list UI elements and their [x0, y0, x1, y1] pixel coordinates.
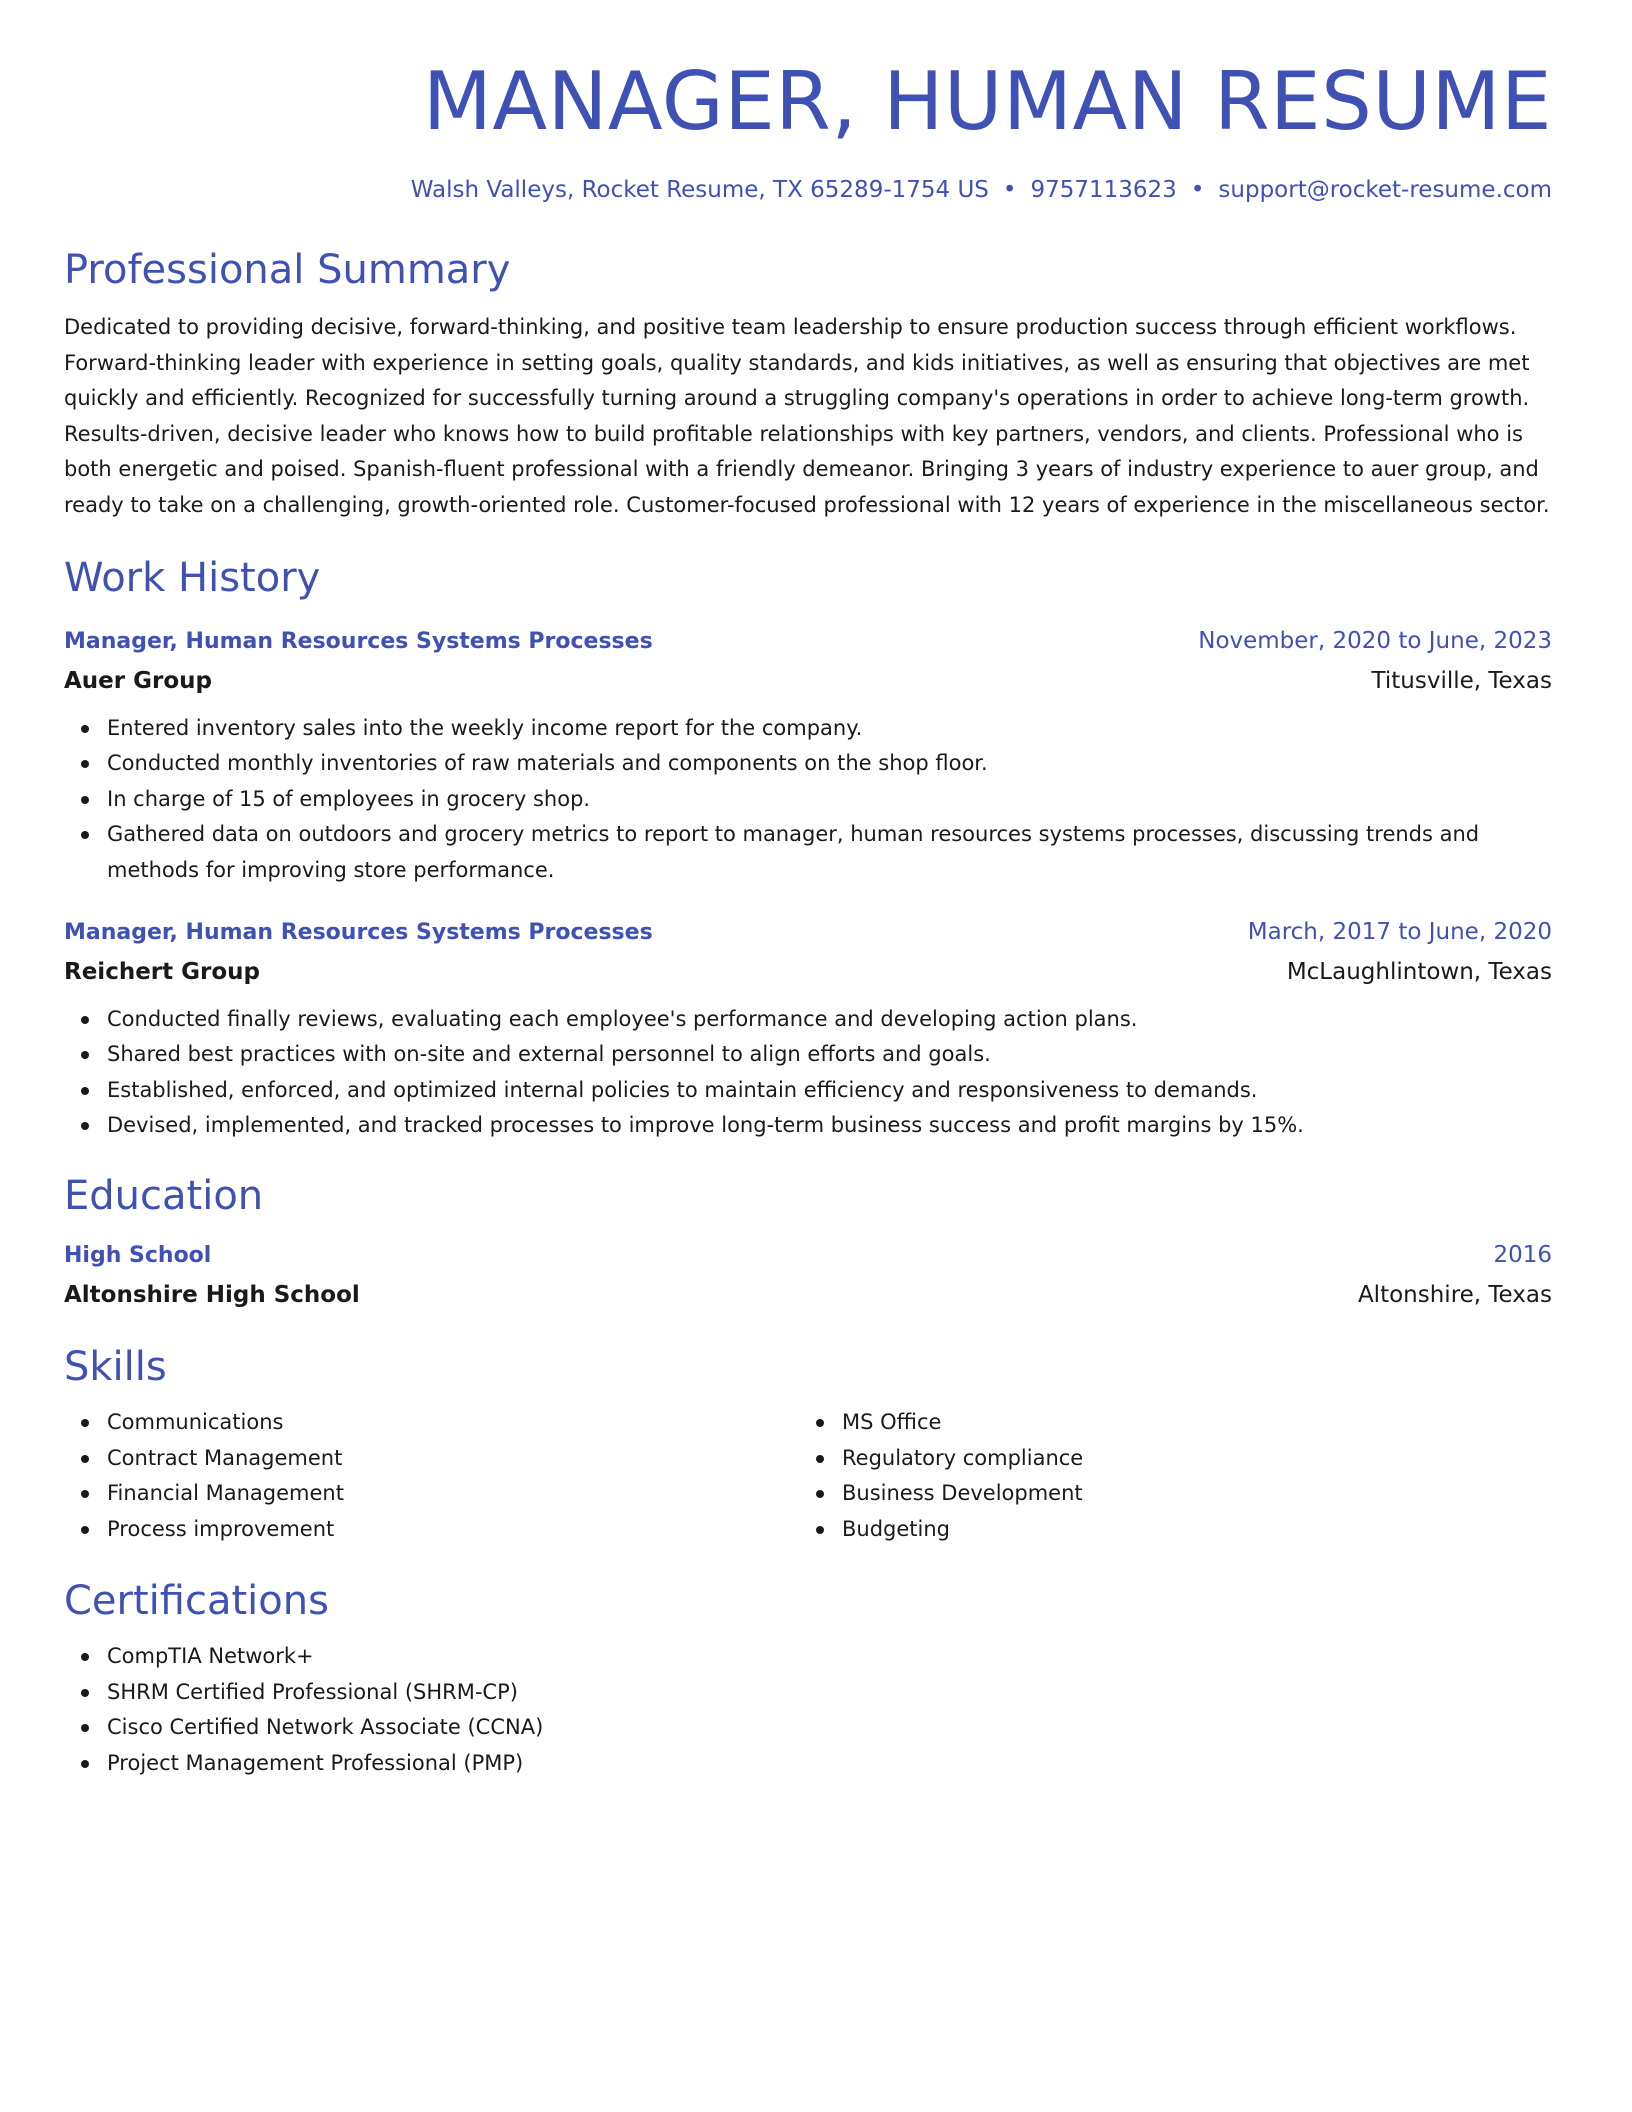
- job-bullet: Established, enforced, and optimized internal policies to maintain efficiency and responsiveness to demands.: [107, 1073, 1552, 1109]
- skill-item: Financial Management: [107, 1476, 799, 1512]
- skills-list: [64, 1405, 799, 1547]
- certifications-block: [64, 1639, 1552, 1781]
- skill-item: MS Office: [842, 1405, 1534, 1441]
- job-bullets: [64, 711, 1552, 889]
- skills-grid: [64, 1405, 1552, 1547]
- certification-item: Project Management Professional (PMP): [107, 1746, 1552, 1782]
- job-bullet: Shared best practices with on-site and external personnel to align efforts and goals.: [107, 1037, 1552, 1073]
- certification-item: CompTIA Network+: [107, 1639, 1552, 1675]
- job-employer-row: [64, 661, 1552, 701]
- job-header-row: [64, 913, 1552, 952]
- job-entry: [64, 913, 1552, 1144]
- candidate-name: MANAGER, HUMAN RESUME: [422, 55, 1552, 148]
- contact-separator: •: [1002, 177, 1017, 203]
- job-location: McLaughlintown, Texas: [1286, 958, 1552, 985]
- section-title-summary: Professional Summary: [64, 247, 511, 293]
- skills-column-right: [799, 1405, 1534, 1547]
- skills-list: [799, 1405, 1534, 1547]
- job-bullet: Devised, implemented, and tracked processes to improve long-term business success and profit margins by 15%.: [107, 1108, 1552, 1144]
- certification-item: SHRM Certified Professional (SHRM-CP): [107, 1675, 1552, 1711]
- section-title-skills: Skills: [64, 1343, 167, 1390]
- contact-email[interactable]: support@rocket-resume.com: [1218, 177, 1552, 203]
- section-title-education: Education: [64, 1172, 264, 1219]
- section-title-work-history: Work History: [64, 554, 321, 601]
- job-location: Titusville, Texas: [1371, 667, 1552, 694]
- job-bullet: Entered inventory sales into the weekly income report for the company.: [107, 711, 1552, 747]
- skills-column-left: [64, 1405, 799, 1547]
- job-dates: March, 2017 to June, 2020: [1247, 918, 1552, 945]
- skill-item: Business Development: [842, 1476, 1534, 1512]
- job-bullets: [64, 1002, 1552, 1144]
- education-location: Altonshire, Texas: [1357, 1281, 1552, 1308]
- education-entry: [64, 1236, 1552, 1315]
- job-header-row: [64, 622, 1552, 661]
- resume-header: [64, 0, 1552, 206]
- summary-text: Dedicated to providing decisive, forward-thinking, and positive team leadership to ensure production success through efficient workflows. Forward-thinking leader with experience in setting goals, quality standards, and kids initiatives, as well as ensuring that objectives are met quickly and efficiently. Recognized for successfully turning around a struggling company's operations in order to achieve long-term growth. Results-driven, decisive leader who knows how to build profitable relationships with key partners, vendors, and clients. Professional who is both energetic and poised. Spanish-fluent professional with a friendly demeanor. Bringing 3 years of industry experience to auer group, and ready to take on a challenging, growth-oriented role. Customer-focused professional with 12 years of experience in the miscellaneous sector.: [64, 315, 1550, 517]
- skill-item: Process improvement: [107, 1512, 799, 1548]
- skill-item: Budgeting: [842, 1512, 1534, 1548]
- job-employer: Auer Group: [64, 667, 212, 694]
- job-entry: [64, 622, 1552, 889]
- job-role: Manager, Human Resources Systems Processes: [64, 919, 653, 945]
- job-bullet: Conducted monthly inventories of raw materials and components on the shop floor.: [107, 746, 1552, 782]
- education-school-row: [64, 1275, 1552, 1315]
- certification-item: Cisco Certified Network Associate (CCNA): [107, 1710, 1552, 1746]
- education-degree: High School: [64, 1242, 212, 1268]
- certifications-list: [64, 1639, 1552, 1781]
- skill-item: Regulatory compliance: [842, 1441, 1534, 1477]
- education-year: 2016: [1493, 1241, 1552, 1268]
- contact-separator: •: [1190, 177, 1205, 203]
- job-bullet: Gathered data on outdoors and grocery metrics to report to manager, human resources systems processes, discussing trends and methods for improving store performance.: [107, 817, 1552, 888]
- contact-line: [64, 174, 1552, 206]
- education-header-row: [64, 1236, 1552, 1275]
- contact-phone: 9757113623: [1030, 177, 1177, 203]
- job-dates: November, 2020 to June, 2023: [1198, 627, 1552, 654]
- job-employer-row: [64, 952, 1552, 992]
- section-title-certifications: Certifications: [64, 1578, 329, 1625]
- skill-item: Communications: [107, 1405, 799, 1441]
- education-school: Altonshire High School: [64, 1281, 360, 1308]
- job-bullet: Conducted finally reviews, evaluating each employee's performance and developing action plans.: [107, 1002, 1552, 1038]
- job-bullet: In charge of 15 of employees in grocery shop.: [107, 782, 1552, 818]
- job-employer: Reichert Group: [64, 958, 261, 985]
- job-role: Manager, Human Resources Systems Processes: [64, 628, 653, 654]
- resume-page: [64, 0, 1552, 1782]
- contact-address: Walsh Valleys, Rocket Resume, TX 65289-1754 US: [410, 177, 989, 203]
- skill-item: Contract Management: [107, 1441, 799, 1477]
